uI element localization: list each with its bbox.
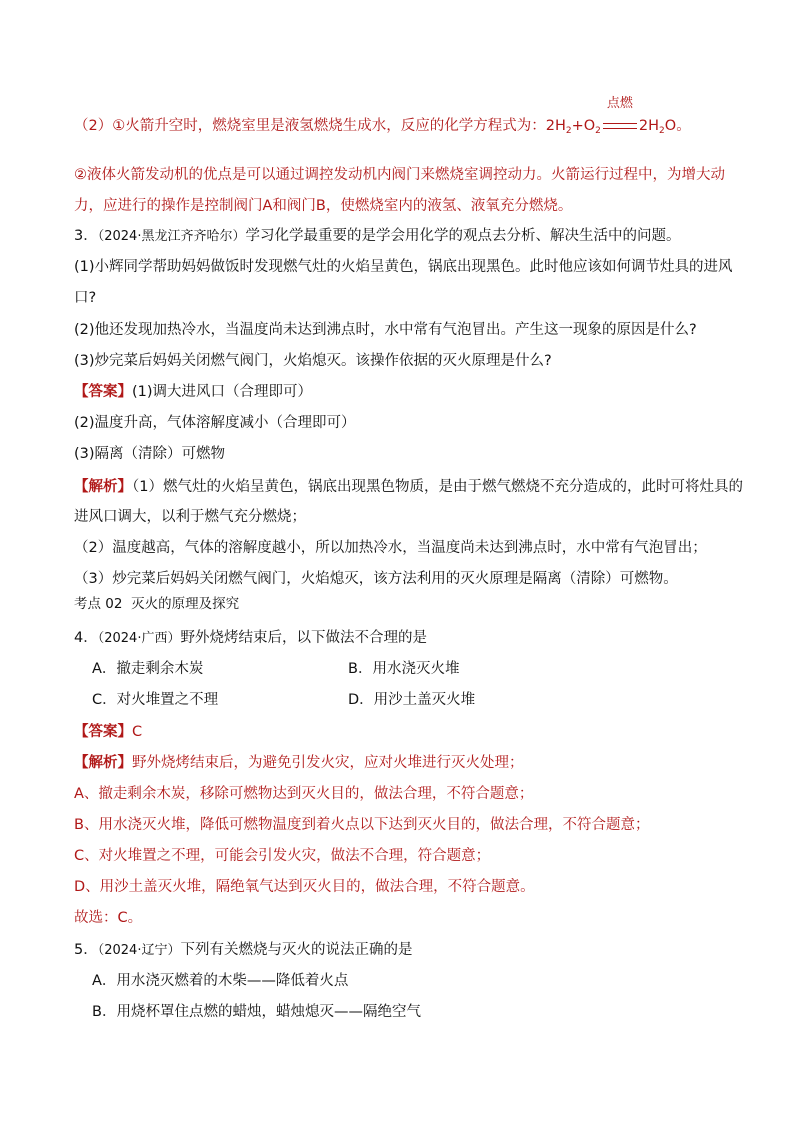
q3-sub2: (2)他还发现加热冷水，当温度尚未达到沸点时，水中常有气泡冒出。产生这一现象的原因是什么?: [74, 322, 697, 338]
q3-analysis3: （3）炒完菜后妈妈关闭燃气阀门，火焰熄灭，该方法利用的灭火原理是隔离（清除）可燃物。: [74, 571, 678, 587]
q3-sub3: (3)炒完菜后妈妈关闭燃气阀门，火焰熄灭。该操作依据的灭火原理是什么?: [74, 353, 552, 369]
q4-conclusion: 故选：C。: [74, 910, 143, 926]
q3-sub1-line1: (1)小辉同学帮助妈妈做饭时发现燃气灶的火焰呈黄色，锅底出现黑色。此时他应该如何调节灶具的进风: [74, 259, 733, 275]
q5-stem: 5．（2024·辽宁）下列有关燃烧与灭火的说法正确的是: [74, 942, 413, 958]
equation-arrow: [603, 96, 637, 136]
answer-tag: 【答案】: [74, 384, 132, 400]
q4-stem: 4．（2024·广西）野外烧烤结束后，以下做法不合理的是: [74, 630, 427, 646]
q3-answer3: (3)隔离（清除）可燃物: [74, 446, 226, 462]
q4-answer: 【答案】C: [74, 724, 143, 740]
q4-analysis-d: D、用沙土盖灭火堆，隔绝氧气达到灭火目的，做法合理，不符合题意。: [74, 879, 535, 895]
circle-number-2: ②: [74, 167, 87, 183]
q5-option-b: B．用烧杯罩住点燃的蜡烛，蜡烛熄灭——隔绝空气: [92, 1004, 421, 1020]
q4-analysis-c: C、对火堆置之不理，可能会引发火灾，做法不合理，符合题意；: [74, 848, 491, 864]
q3-answer2: (2)温度升高，气体溶解度减小（合理即可）: [74, 415, 356, 431]
question-number: 3．: [74, 228, 98, 244]
question-number: 4．: [74, 630, 98, 646]
q4-analysis-a: A、撤走剩余木炭，移除可燃物达到灭火目的，做法合理，不符合题意；: [74, 786, 534, 802]
exam-point-title: 灭火的原理及探究: [131, 596, 240, 612]
question-source: （2024·黑龙江齐齐哈尔）: [97, 229, 246, 244]
q4-option-d: D．用沙土盖灭火堆: [348, 692, 476, 708]
q3-analysis2: （2）温度越高，气体的溶解度越小，所以加热冷水，当温度尚未达到沸点时，水中常有气泡冒出；: [74, 540, 707, 556]
question-number: 5．: [74, 942, 98, 958]
question-source: （2024·辽宁）: [97, 943, 181, 958]
analysis-tag: 【解析】: [74, 479, 132, 495]
q3-analysis1-line1: 【解析】（1）燃气灶的火焰呈黄色，锅底出现黑色物质，是由于燃气燃烧不充分造成的，此时可将灶具的: [74, 479, 743, 495]
exam-point-label: 考点 02: [74, 596, 123, 612]
q4-option-a: A．撤走剩余木炭: [92, 661, 204, 677]
q5-option-a: A．用水浇灭燃着的木柴——降低着火点: [92, 973, 349, 989]
q3-sub1-line2: 口?: [74, 290, 97, 306]
q4-analysis: 【解析】野外烧烤结束后，为避免引发火灾，应对火堆进行灭火处理；: [74, 755, 524, 771]
exam-point-heading: [74, 594, 724, 614]
circle-number-1: ①: [112, 118, 126, 134]
question-source: （2024·广西）: [97, 631, 181, 646]
q4-analysis-b: B、用水浇灭火堆，降低可燃物温度到着火点以下达到灭火目的，做法合理，不符合题意；: [74, 817, 650, 833]
analysis-tag: 【解析】: [74, 755, 132, 771]
q4-option-b: B．用水浇灭火堆: [348, 661, 460, 677]
q2-part2-line2: 力，应进行的操作是控制阀门A和阀门B，使燃烧室内的液氢、液氧充分燃烧。: [74, 198, 573, 214]
q2-part1-text: 火箭升空时，燃烧室里是液氢燃烧生成水，反应的化学方程式为：: [125, 118, 546, 134]
q2-part2-line1: ②液体火箭发动机的优点是可以通过调控发动机内阀门来燃烧室调控动力。火箭运行过程中，为增大动: [74, 167, 725, 183]
q3-analysis1-line2: 进风口调大，以利于燃气充分燃烧；: [74, 509, 306, 525]
answer-tag: 【答案】: [74, 724, 132, 740]
q3-stem: 3．（2024·黑龙江齐齐哈尔）学习化学最重要的是学会用化学的观点去分析、解决生活中的问题。: [74, 228, 681, 244]
q2-prefix: （2）: [74, 118, 113, 134]
q3-answer1: 【答案】(1)调大进风口（合理即可）: [74, 384, 313, 400]
q4-option-c: C．对火堆置之不理: [92, 692, 219, 708]
chemical-equation: $2H_2+O_2$ 点燃 $2H_2O$。: [545, 96, 691, 136]
q2-part1: [74, 96, 724, 141]
reaction-condition: 点燃: [606, 96, 633, 111]
